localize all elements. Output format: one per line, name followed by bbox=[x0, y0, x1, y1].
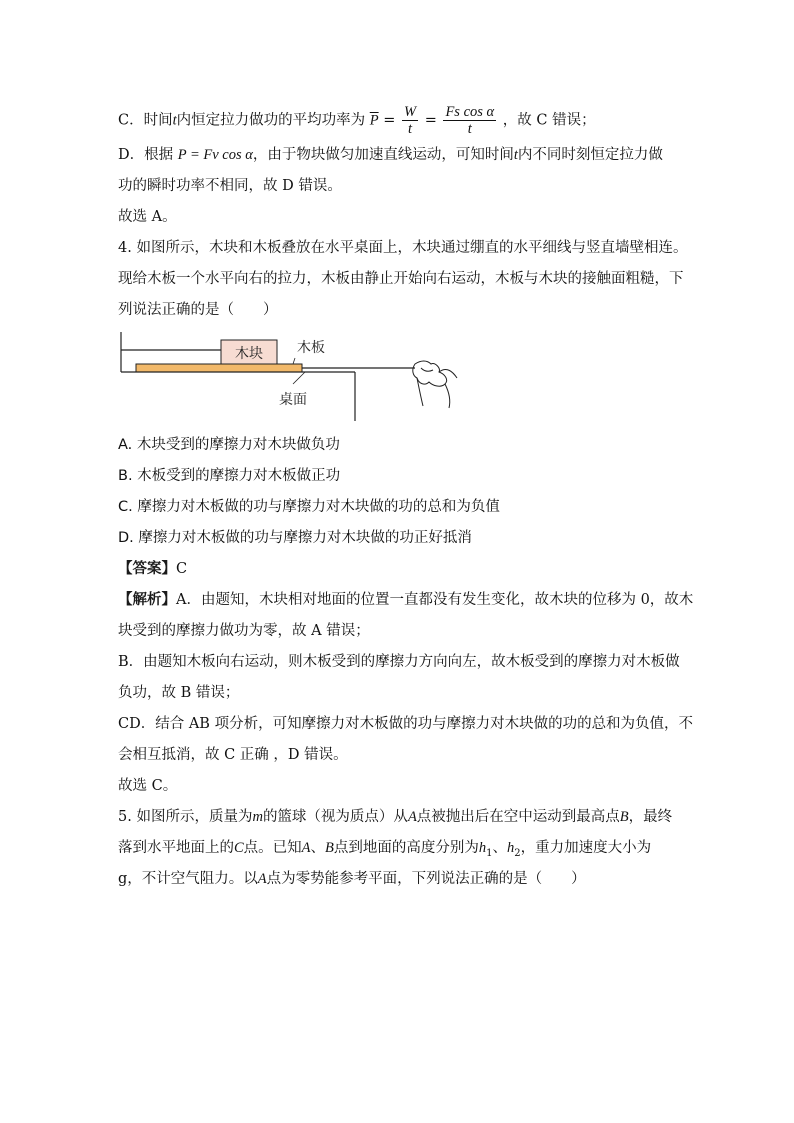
solution-line-d2: 功的瞬时功率不相同，故 D 错误。 bbox=[118, 178, 342, 194]
equals: = bbox=[383, 112, 396, 129]
table-label: 桌面 bbox=[279, 392, 307, 408]
sub-2: 2 bbox=[514, 847, 521, 859]
var-b: B bbox=[619, 809, 629, 825]
q5-stem-line3 bbox=[118, 869, 586, 889]
option-d[interactable]: D. 摩擦力对木板做的功与摩擦力对木块做的功正好抵消 bbox=[118, 530, 472, 546]
text: ，由于物块做匀加速直线运动，可知时间 bbox=[252, 147, 514, 163]
text: 、 bbox=[492, 840, 508, 856]
equals: = bbox=[424, 112, 437, 129]
analysis-line-3: B．由题知木板向右运动，则木板受到的摩擦力方向向左，故木板受到的摩擦力对木板做 bbox=[118, 654, 680, 670]
text: 5. 如图所示，质量为 bbox=[118, 809, 253, 825]
var-b: B bbox=[325, 840, 334, 856]
analysis-line-5: CD．结合 AB 项分析，可知摩擦力对木板做的功与摩擦力对木块做的功的总和为负值，不 bbox=[118, 716, 694, 732]
q4-stem-line3: 列说法正确的是（ ） bbox=[118, 302, 278, 318]
answer-line bbox=[118, 559, 187, 579]
solution-line-d1 bbox=[118, 145, 663, 165]
fraction-w-t bbox=[402, 104, 418, 137]
numerator: Fs cos α bbox=[445, 104, 495, 120]
text: ，故 C 错误； bbox=[502, 112, 596, 129]
analysis-line-4: 负功，故 B 错误； bbox=[118, 685, 240, 701]
q5-stem-line2 bbox=[118, 838, 651, 864]
option-a[interactable]: A. 木块受到的摩擦力对木块做负功 bbox=[118, 437, 340, 453]
avg-power-symbol: $\overline{P}$ bbox=[369, 112, 379, 129]
option-b[interactable]: B. 木板受到的摩擦力对木板做正功 bbox=[118, 468, 341, 484]
text: 点为零势能参考平面，下列说法正确的是（ ） bbox=[266, 871, 586, 887]
analysis-line-2: 块受到的摩擦力做功为零，故 A 错误； bbox=[118, 623, 370, 639]
text: 点。已知 bbox=[243, 840, 302, 856]
text: g，不计空气阻力。以 bbox=[118, 871, 258, 887]
analysis-line-7: 故选 C。 bbox=[118, 778, 178, 794]
board-label: 木板 bbox=[297, 340, 325, 356]
var-a: A bbox=[257, 871, 267, 887]
text: 的篮球（视为质点）从 bbox=[262, 809, 408, 825]
analysis-tag: 【解析】 bbox=[118, 591, 176, 608]
fraction-fscos-t bbox=[443, 104, 496, 137]
var-c: C bbox=[234, 840, 244, 856]
text: D．根据 bbox=[118, 147, 174, 163]
analysis-line-1 bbox=[118, 590, 693, 610]
text: 落到水平地面上的 bbox=[118, 840, 234, 856]
q5-stem-line1 bbox=[118, 807, 672, 827]
answer-value: C bbox=[176, 561, 188, 577]
var-m: m bbox=[252, 809, 263, 825]
text: 内不同时刻恒定拉力做 bbox=[517, 147, 663, 163]
choose-line: 故选 A。 bbox=[118, 209, 177, 225]
var-a: A bbox=[301, 840, 311, 856]
block-label: 木块 bbox=[235, 346, 263, 362]
q4-stem-line1: 4. 如图所示，木块和木板叠放在水平桌面上，木块通过绷直的水平细线与竖直墙壁相连。 bbox=[118, 240, 688, 256]
text: ，最终 bbox=[628, 809, 673, 825]
wood-board bbox=[136, 364, 302, 372]
var-a: A bbox=[407, 809, 417, 825]
var-t: t bbox=[513, 147, 518, 163]
var-h1: h bbox=[478, 840, 487, 856]
power-formula: P = Fv cos α bbox=[177, 147, 253, 163]
var-h2: h bbox=[507, 840, 515, 856]
denominator: t bbox=[467, 121, 472, 137]
board-leader bbox=[293, 358, 295, 364]
option-c[interactable]: C. 摩擦力对木板做的功与摩擦力对木块做的功的总和为负值 bbox=[118, 499, 500, 515]
text: A．由题知，木块相对地面的位置一直都没有发生变化，故木块的位移为 0，故木 bbox=[176, 592, 694, 608]
analysis-line-6: 会相互抵消，故 C 正确 ，D 错误。 bbox=[118, 747, 348, 763]
denominator: t bbox=[408, 121, 413, 137]
text: 点到地面的高度分别为 bbox=[333, 840, 479, 856]
q4-figure bbox=[115, 328, 465, 423]
q4-stem-line2: 现给木板一个水平向右的拉力，木板由静止开始向右运动，木板与木块的接触面粗糙，下 bbox=[118, 271, 684, 287]
table-leader bbox=[293, 372, 305, 384]
var-t: t bbox=[172, 112, 177, 129]
hand-icon bbox=[413, 361, 457, 408]
text: 、 bbox=[310, 840, 326, 856]
sub-1: 1 bbox=[486, 847, 493, 859]
text: 内恒定拉力做功的平均功率为 bbox=[176, 112, 366, 129]
numerator: W bbox=[403, 104, 417, 120]
text: C．时间 bbox=[118, 112, 173, 129]
solution-line-c bbox=[118, 104, 596, 137]
text: ，重力加速度大小为 bbox=[520, 840, 652, 856]
answer-tag: 【答案】 bbox=[118, 560, 176, 577]
text: 点被抛出后在空中运动到最高点 bbox=[416, 809, 620, 825]
